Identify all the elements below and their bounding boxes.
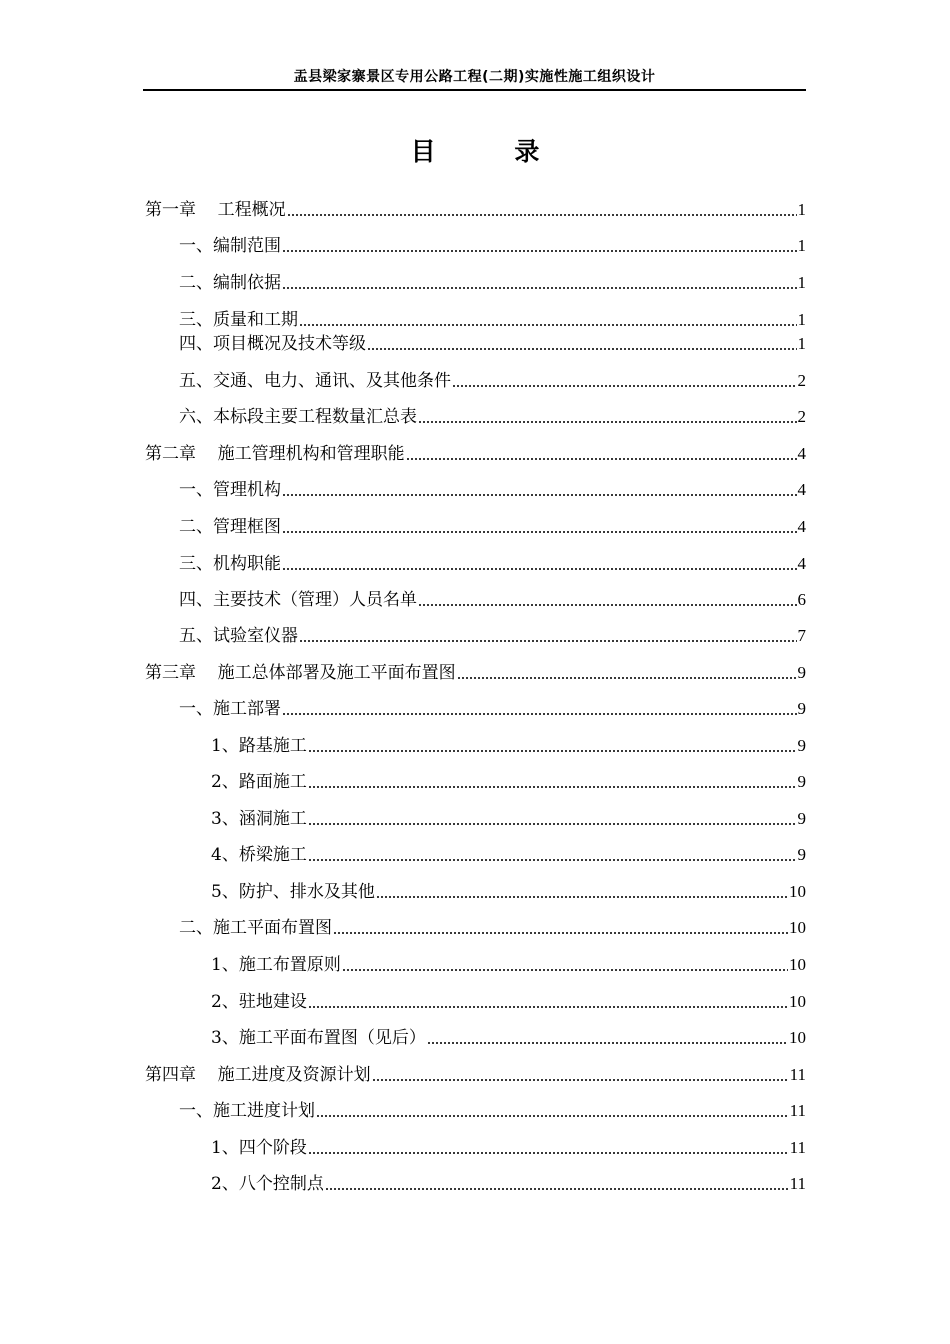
toc-entry-label: 五、试验室仪器 [179, 626, 298, 646]
toc-entry-label: 一、管理机构 [179, 480, 281, 500]
toc-entry-label: 5、防护、排水及其他 [211, 882, 375, 902]
dot-leader [333, 931, 788, 935]
dot-leader [308, 1005, 788, 1009]
toc-entry[interactable] [145, 465, 806, 501]
toc-entry-label: 3、涵洞施工 [211, 809, 307, 829]
toc-entry-page-number: 9 [797, 809, 806, 828]
toc-entry-label: 五、交通、电力、通讯、及其他条件 [179, 371, 451, 391]
toc-entry-page-number: 11 [789, 1065, 806, 1084]
toc-entry-page-number: 1 [797, 200, 806, 219]
toc-entry[interactable] [145, 429, 806, 465]
running-header [143, 66, 806, 91]
dot-leader [418, 603, 797, 607]
dot-leader [299, 639, 797, 643]
toc-entry-page-number: 9 [797, 736, 806, 755]
dot-leader [282, 286, 797, 290]
dot-leader [308, 785, 797, 789]
toc-entry-page-number: 2 [797, 407, 806, 426]
dot-leader [308, 1151, 789, 1155]
toc-entry-label: 3、施工平面布置图（见后） [211, 1028, 426, 1048]
toc-entry-page-number: 10 [789, 1028, 806, 1047]
dot-leader [282, 493, 797, 497]
toc-entry[interactable] [145, 356, 806, 392]
dot-leader [367, 347, 797, 351]
dot-leader [287, 213, 797, 217]
toc-entry-label: 第三章 施工总体部署及施工平面布置图 [145, 663, 456, 683]
toc-entry[interactable] [145, 1013, 806, 1049]
toc-entry[interactable] [145, 757, 806, 793]
toc-entry[interactable] [145, 185, 806, 221]
toc-entry[interactable] [145, 794, 806, 830]
toc-entry-label: 1、施工布置原则 [211, 955, 341, 975]
toc-entry-label: 二、施工平面布置图 [179, 918, 332, 938]
toc-entry[interactable] [145, 575, 806, 611]
toc-entry[interactable] [145, 1159, 806, 1195]
toc-entry-label: 1、路基施工 [211, 736, 307, 756]
dot-leader [308, 822, 797, 826]
dot-leader [376, 895, 788, 899]
dot-leader [427, 1041, 788, 1045]
dot-leader [342, 968, 788, 972]
dot-leader [308, 749, 797, 753]
toc-entry-label: 2、驻地建设 [211, 992, 307, 1012]
toc-entry-page-number: 10 [789, 992, 806, 1011]
toc-entry-page-number: 11 [789, 1101, 806, 1120]
toc-entry[interactable] [145, 258, 806, 294]
toc-entry-label: 2、八个控制点 [211, 1174, 324, 1194]
toc-entry-page-number: 4 [797, 517, 806, 536]
toc-entry-label: 二、编制依据 [179, 273, 281, 293]
toc-entry[interactable] [145, 539, 806, 575]
toc-entry-label: 三、质量和工期 [179, 310, 298, 330]
dot-leader [457, 676, 797, 680]
toc-entry-label: 4、桥梁施工 [211, 845, 307, 865]
toc-entry-label: 第二章 施工管理机构和管理职能 [145, 444, 405, 464]
toc-entry-page-number: 1 [797, 236, 806, 255]
toc-entry-page-number: 4 [797, 554, 806, 573]
dot-leader [325, 1187, 789, 1191]
toc-entry[interactable] [145, 1086, 806, 1122]
toc-entry[interactable] [145, 830, 806, 866]
toc-entry-page-number: 10 [789, 918, 806, 937]
toc-entry[interactable] [145, 867, 806, 903]
dot-leader [372, 1078, 789, 1082]
toc-entry-page-number: 2 [797, 371, 806, 390]
toc-entry-label: 1、四个阶段 [211, 1138, 307, 1158]
toc-entry[interactable] [145, 1123, 806, 1159]
toc-entry-label: 第四章 施工进度及资源计划 [145, 1065, 371, 1085]
toc-entry-page-number: 9 [797, 845, 806, 864]
toc-entry-page-number: 7 [797, 626, 806, 645]
document-title: 盂县梁家寨景区专用公路工程(二期)实施性施工组织设计 [293, 69, 656, 85]
toc-entry-page-number: 10 [789, 882, 806, 901]
toc-entry-page-number: 9 [797, 772, 806, 791]
toc-entry-page-number: 1 [797, 310, 806, 329]
toc-entry[interactable] [145, 721, 806, 757]
toc-entry[interactable] [145, 221, 806, 257]
dot-leader [452, 384, 797, 388]
dot-leader [282, 249, 797, 253]
toc-entry[interactable] [145, 392, 806, 428]
dot-leader [316, 1114, 789, 1118]
toc-entry[interactable] [145, 319, 806, 355]
dot-leader [308, 858, 797, 862]
toc-entry-label: 2、路面施工 [211, 772, 307, 792]
toc-entry-label: 三、机构职能 [179, 554, 281, 574]
toc-entry-page-number: 4 [797, 444, 806, 463]
dot-leader [282, 530, 797, 534]
toc-entry[interactable] [145, 502, 806, 538]
toc-entry-page-number: 6 [797, 590, 806, 609]
toc-entry[interactable] [145, 611, 806, 647]
toc-entry[interactable] [145, 903, 806, 939]
toc-entry-label: 四、主要技术（管理）人员名单 [179, 590, 417, 610]
dot-leader [282, 567, 797, 571]
toc-entry-label: 第一章 工程概况 [145, 200, 286, 220]
toc-entry-label: 一、编制范围 [179, 236, 281, 256]
toc-entry-label: 一、施工部署 [179, 699, 281, 719]
toc-entry[interactable] [145, 977, 806, 1013]
toc-entry-label: 一、施工进度计划 [179, 1101, 315, 1121]
toc-entry-page-number: 9 [797, 699, 806, 718]
toc-entry-page-number: 11 [789, 1174, 806, 1193]
toc-entry[interactable] [145, 1050, 806, 1086]
toc-entry-page-number: 9 [797, 663, 806, 682]
toc-entry[interactable] [145, 684, 806, 720]
toc-entry-label: 六、本标段主要工程数量汇总表 [179, 407, 417, 427]
toc-entry-label: 四、项目概况及技术等级 [179, 334, 366, 354]
toc-entry-page-number: 1 [797, 334, 806, 353]
toc-title: 目 录 [410, 137, 540, 166]
toc-entry-page-number: 1 [797, 273, 806, 292]
dot-leader [418, 420, 797, 424]
toc-entry-page-number: 4 [797, 480, 806, 499]
toc-entry-page-number: 10 [789, 955, 806, 974]
toc-entry-label: 二、管理框图 [179, 517, 281, 537]
dot-leader [282, 712, 797, 716]
toc-entry[interactable] [145, 940, 806, 976]
dot-leader [406, 457, 797, 461]
toc-entry-page-number: 11 [789, 1138, 806, 1157]
toc-entry[interactable] [145, 648, 806, 684]
